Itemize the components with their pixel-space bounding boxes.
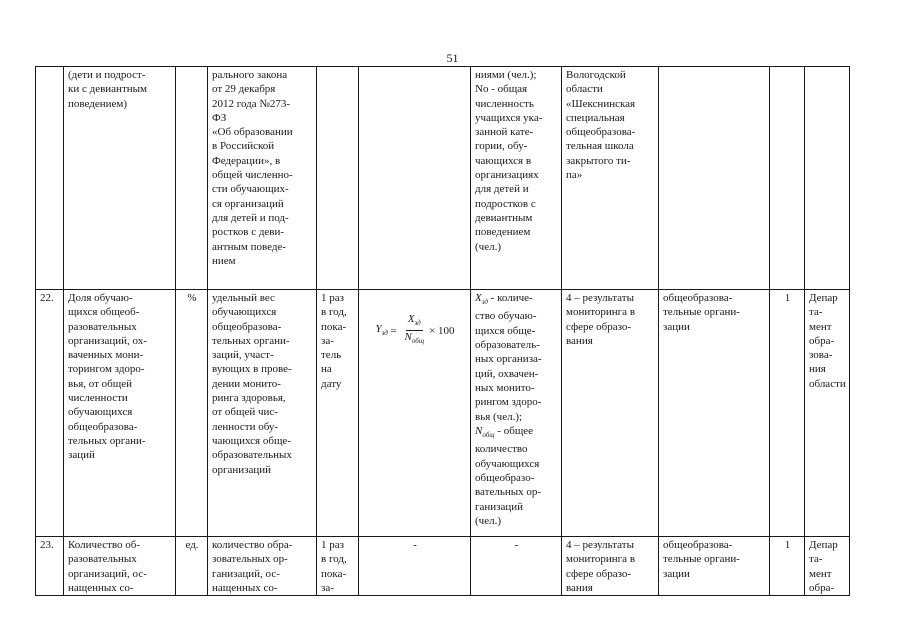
cell-periodicity <box>317 67 359 290</box>
table-row <box>36 537 850 596</box>
cell-definition: рального закона от 29 декабря 2012 года №273- ФЗ «Об образовании в Российской Федерации», в общей численно- сти обучающих- ся организаций для детей и под- ростков с деви- антным поведе- нием <box>208 67 317 290</box>
cell-object <box>659 67 770 290</box>
cell-number: 23. <box>36 537 64 596</box>
cell-coverage: 1 <box>770 290 805 537</box>
indicator-n-text: - общее количество обучающихся общеобразо- вательных ор- ганизаций (чел.) <box>475 424 542 527</box>
indicators-table <box>35 66 850 596</box>
cell-unit: % <box>176 290 208 537</box>
cell-responsible <box>805 67 850 290</box>
page-number: 51 <box>446 51 459 65</box>
indicator-n-symbol: $N_{общ}$ <box>475 424 495 440</box>
formula-equals: = <box>387 324 400 337</box>
cell-name: (дети и подрост- ки с девиантным поведением) <box>64 67 176 290</box>
cell-method: 4 – результаты мониторинга в сфере образо- вания <box>562 290 659 537</box>
table-row <box>36 67 850 290</box>
cell-coverage: 1 <box>770 537 805 596</box>
cell-number <box>36 67 64 290</box>
formula-denominator: $N_{общ}$ <box>404 331 425 346</box>
cell-definition: удельный вес обучающихся общеобразова- тельных органи- заций, участ- вующих в прове- дении монито- ринга здоровья, от общей чис- ленности обу- чающихся обще- образовательных организаций <box>208 290 317 537</box>
indicator-x-text: - количе- ство обучаю- щихся обще- образователь- ных организа- ций, охвачен- ных монито- рингом здоро- вья (чел.); <box>475 292 542 423</box>
cell-formula: - <box>359 537 471 596</box>
indicator-x-symbol: $X_{зд}$ <box>475 292 488 307</box>
cell-coverage <box>770 67 805 290</box>
cell-object: общеобразова- тельные органи- зации <box>659 290 770 537</box>
cell-method: Вологодской области «Шекснинская специальная общеобразова- тельная школа закрытого ти- па» <box>562 67 659 290</box>
formula-factor: × 100 <box>429 324 455 337</box>
table-row <box>36 290 850 537</box>
cell-responsible: Депар та- мент обра- зова- ния области <box>805 290 850 537</box>
cell-indicators: - <box>471 537 562 596</box>
cell-formula <box>359 290 471 537</box>
cell-unit <box>176 67 208 290</box>
cell-indicators <box>471 290 562 537</box>
cell-name: Количество об- разовательных организаций, ос- нащенных со- <box>64 537 176 596</box>
formula-numerator: $X_{зд}$ <box>406 313 423 331</box>
cell-unit: ед. <box>176 537 208 596</box>
cell-periodicity: 1 раз в год, пока- за- тель на дату <box>317 290 359 537</box>
cell-formula <box>359 67 471 290</box>
formula-lhs: $Y_{зд}$ <box>375 322 388 337</box>
cell-responsible: Депар та- мент обра- <box>805 537 850 596</box>
cell-indicators: ниями (чел.); No - общая численность учащихся ука- занной кате- гории, обу- чающихся в организациях для детей и подростков с девиантным поведением (чел.) <box>471 67 562 290</box>
cell-object: общеобразова- тельные органи- зации <box>659 537 770 596</box>
formula <box>363 313 467 348</box>
cell-periodicity: 1 раз в год, пока- за- <box>317 537 359 596</box>
formula-fraction <box>403 313 427 348</box>
cell-name: Доля обучаю- щихся общеоб- разовательных организаций, ох- ваченных мони- торингом здоро- вья, от общей численности обучающихся общеобразова- тельных органи- заций <box>64 290 176 537</box>
cell-definition: количество обра- зовательных ор- ганизаций, ос- нащенных со- <box>208 537 317 596</box>
cell-method: 4 – результаты мониторинга в сфере образо- вания <box>562 537 659 596</box>
cell-number: 22. <box>36 290 64 537</box>
